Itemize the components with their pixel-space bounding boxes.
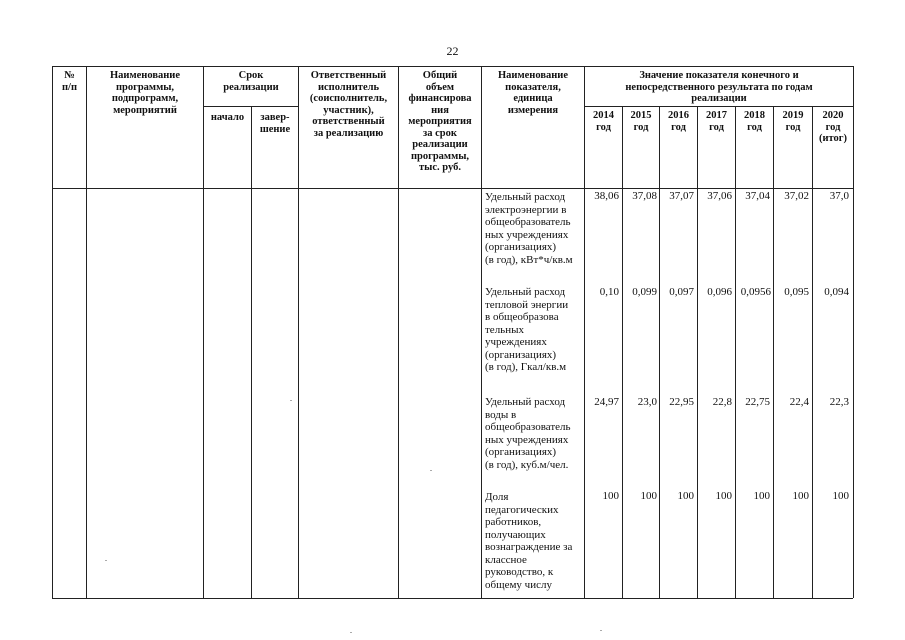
value-cell: 38,06 bbox=[594, 190, 619, 202]
value-cell: 100 bbox=[677, 490, 694, 502]
value-cell: 100 bbox=[640, 490, 657, 502]
indicator-name: Удельный расход тепловой энергии в общеобразова тельных учреждениях (организациях) (в год), Гкал/кв.м bbox=[485, 286, 569, 373]
value-cell: 100 bbox=[715, 490, 732, 502]
value-cell: 22,75 bbox=[745, 396, 770, 408]
header-year: 2014 год bbox=[593, 110, 614, 133]
scan-speck bbox=[430, 470, 432, 471]
value-cell: 37,07 bbox=[669, 190, 694, 202]
col-border bbox=[203, 66, 204, 598]
col-border bbox=[298, 66, 299, 598]
col-border bbox=[773, 106, 774, 598]
col-border bbox=[853, 66, 854, 598]
value-cell: 100 bbox=[792, 490, 809, 502]
value-cell: 100 bbox=[602, 490, 619, 502]
value-cell: 37,08 bbox=[632, 190, 657, 202]
col-border bbox=[584, 66, 585, 598]
header-bottom-border bbox=[52, 188, 853, 189]
header-start: начало bbox=[210, 112, 245, 123]
header-number: № п/п bbox=[61, 70, 78, 93]
value-cell: 0,0956 bbox=[740, 286, 771, 298]
value-cell: 0,095 bbox=[784, 286, 809, 298]
value-cell: 0,10 bbox=[599, 286, 619, 298]
table-top-border bbox=[52, 66, 853, 67]
col-border bbox=[812, 106, 813, 598]
value-cell: 24,97 bbox=[594, 396, 619, 408]
header-responsible: Ответственный исполнитель (соисполнитель, участник), ответственный за реализацию bbox=[309, 70, 388, 139]
col-border bbox=[622, 106, 623, 598]
scan-speck bbox=[600, 630, 602, 631]
col-border bbox=[86, 66, 87, 598]
header-year: 2020 год (итог) bbox=[818, 110, 848, 144]
value-cell: 0,099 bbox=[632, 286, 657, 298]
value-cell: 100 bbox=[832, 490, 849, 502]
col-border bbox=[735, 106, 736, 598]
header-year: 2017 год bbox=[706, 110, 727, 133]
header-values-title: Значение показателя конечного и непосредственного результата по годам реализации bbox=[625, 70, 813, 104]
col-border bbox=[251, 106, 252, 598]
col-border bbox=[697, 106, 698, 598]
value-cell: 100 bbox=[753, 490, 770, 502]
indicator-name: Доля педагогических работников, получающих вознаграждение за классное руководство, к общему числу bbox=[485, 491, 573, 591]
value-cell: 37,0 bbox=[829, 190, 849, 202]
indicator-name: Удельный расход воды в общеобразователь ных учреждениях (организациях) (в год), куб.м/чел. bbox=[485, 396, 571, 471]
scan-speck bbox=[290, 400, 292, 401]
header-indicator: Наименование показателя, единица измерения bbox=[498, 70, 568, 116]
value-cell: 22,4 bbox=[789, 396, 809, 408]
header-program-name: Наименование программы, подпрограмм, мероприятий bbox=[110, 70, 180, 116]
table-bottom-border bbox=[52, 598, 853, 599]
col-border bbox=[659, 106, 660, 598]
value-cell: 0,097 bbox=[669, 286, 694, 298]
header-year: 2019 год bbox=[782, 110, 804, 133]
header-term: Срок реализации bbox=[223, 70, 279, 93]
col-border bbox=[481, 66, 482, 598]
value-cell: 37,06 bbox=[707, 190, 732, 202]
header-year: 2015 год bbox=[630, 110, 652, 133]
scan-speck bbox=[105, 560, 107, 561]
value-cell: 0,094 bbox=[824, 286, 849, 298]
header-financing: Общий объем финансирова ния мероприятия за срок реализации программы, тыс. руб. bbox=[408, 70, 472, 173]
header-end: завер- шение bbox=[259, 112, 291, 135]
value-cell: 23,0 bbox=[637, 396, 657, 408]
value-cell: 22,3 bbox=[829, 396, 849, 408]
scan-speck bbox=[350, 632, 352, 633]
value-cell: 37,04 bbox=[745, 190, 770, 202]
value-cell: 22,8 bbox=[712, 396, 732, 408]
col-border bbox=[52, 66, 53, 598]
value-cell: 22,95 bbox=[669, 396, 694, 408]
page-number: 22 bbox=[446, 44, 459, 58]
header-year: 2016 год bbox=[668, 110, 689, 133]
value-cell: 0,096 bbox=[707, 286, 732, 298]
indicator-name: Удельный расход электроэнергии в общеобразователь ных учреждениях (организациях) (в год), кВт*ч/кв.м bbox=[485, 191, 573, 266]
value-cell: 37,02 bbox=[784, 190, 809, 202]
header-year: 2018 год bbox=[744, 110, 765, 133]
